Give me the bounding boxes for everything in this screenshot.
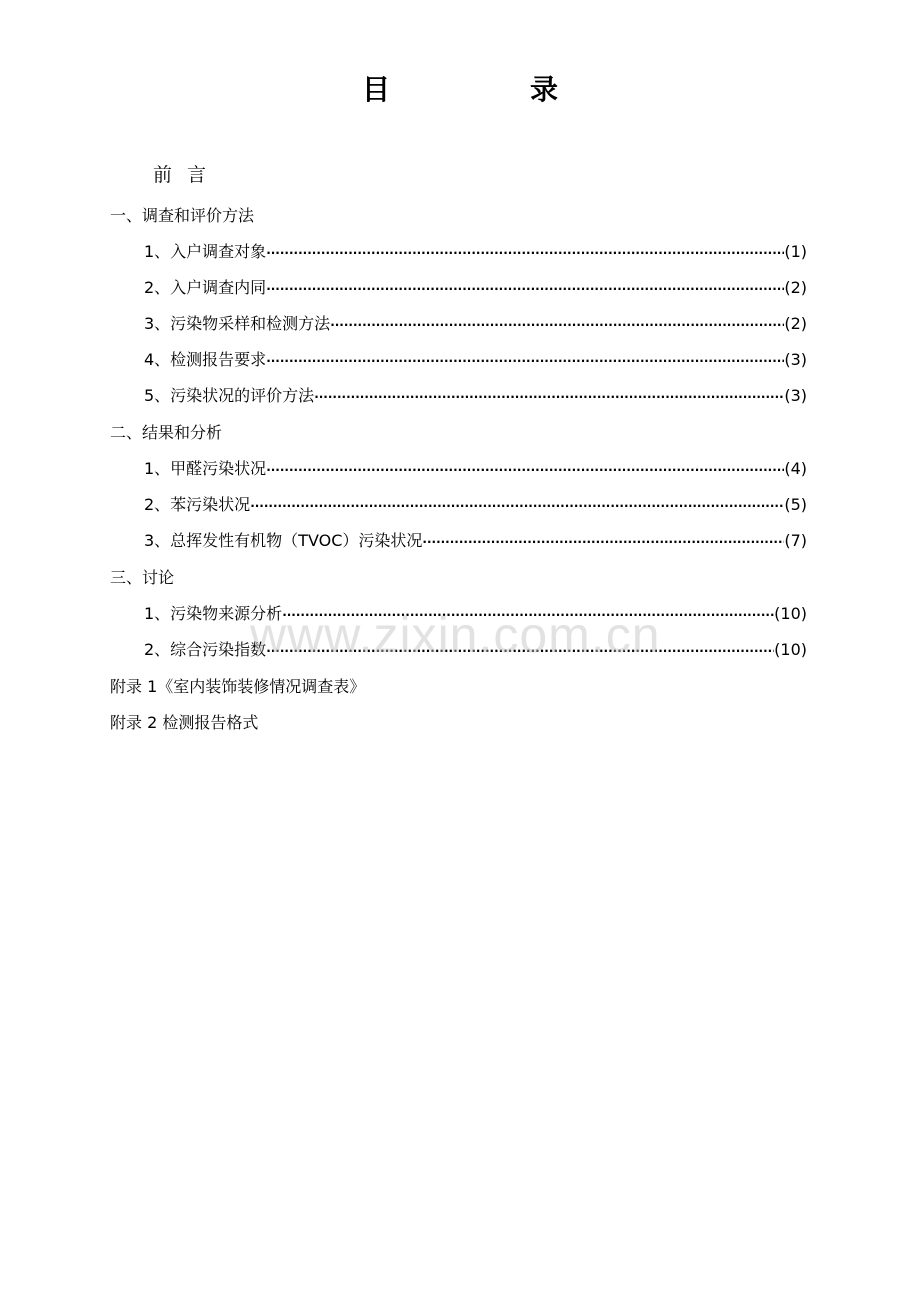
toc-page-number: (1)	[784, 242, 807, 261]
toc-page-number: (7)	[784, 531, 807, 550]
leader-dots	[266, 348, 784, 374]
toc-entry-text: 1、污染物来源分析	[144, 604, 283, 623]
leader-dots	[266, 638, 774, 664]
toc-entry-text: 2、综合污染指数	[144, 640, 267, 659]
toc-page-number: (10)	[774, 640, 807, 659]
toc-entry[interactable]	[144, 637, 807, 663]
section-heading-methods: 一、调查和评价方法	[110, 206, 255, 225]
toc-entry-text: 1、甲醛污染状况	[144, 459, 267, 478]
toc-entry[interactable]	[144, 275, 807, 301]
leader-dots	[250, 493, 784, 519]
leader-dots	[266, 240, 784, 266]
leader-dots	[330, 312, 784, 338]
toc-entry-text: 3、总挥发性有机物（TVOC）污染状况	[144, 531, 423, 550]
leader-dots	[266, 276, 784, 302]
toc-entry-text: 2、苯污染状况	[144, 495, 251, 514]
watermark: www.zixin.com.cn	[250, 607, 661, 663]
toc-entry-text: 2、入户调查内同	[144, 278, 267, 297]
toc-entry[interactable]	[144, 601, 807, 627]
toc-page-number: (2)	[784, 278, 807, 297]
toc-entry[interactable]	[144, 347, 807, 373]
toc-entry[interactable]	[144, 383, 807, 409]
toc-entry[interactable]	[144, 456, 807, 482]
toc-entry[interactable]	[144, 239, 807, 265]
toc-entry-text: 3、污染物采样和检测方法	[144, 314, 331, 333]
toc-page-number: (10)	[774, 604, 807, 623]
toc-page-number: (2)	[784, 314, 807, 333]
toc-entry-text: 5、污染状况的评价方法	[144, 386, 315, 405]
toc-entry-text: 1、入户调查对象	[144, 242, 267, 261]
toc-page-number: (3)	[784, 386, 807, 405]
leader-dots	[282, 602, 774, 628]
leader-dots	[266, 457, 784, 483]
leader-dots	[422, 529, 784, 555]
appendix-1[interactable]: 附录 1《室内装饰装修情况调查表》	[110, 677, 366, 696]
toc-page-number: (4)	[784, 459, 807, 478]
toc-entry[interactable]	[144, 311, 807, 337]
section-heading-results: 二、结果和分析	[110, 423, 223, 442]
appendix-2[interactable]: 附录 2 检测报告格式	[110, 713, 259, 732]
leader-dots	[314, 384, 784, 410]
toc-page-number: (3)	[784, 350, 807, 369]
preface-heading: 前言	[153, 164, 222, 186]
toc-page-number: (5)	[784, 495, 807, 514]
section-heading-discussion: 三、讨论	[110, 568, 175, 587]
toc-entry[interactable]	[144, 492, 807, 518]
page-title: 目 录	[361, 73, 614, 106]
toc-entry-text: 4、检测报告要求	[144, 350, 267, 369]
toc-entry[interactable]	[144, 528, 807, 554]
